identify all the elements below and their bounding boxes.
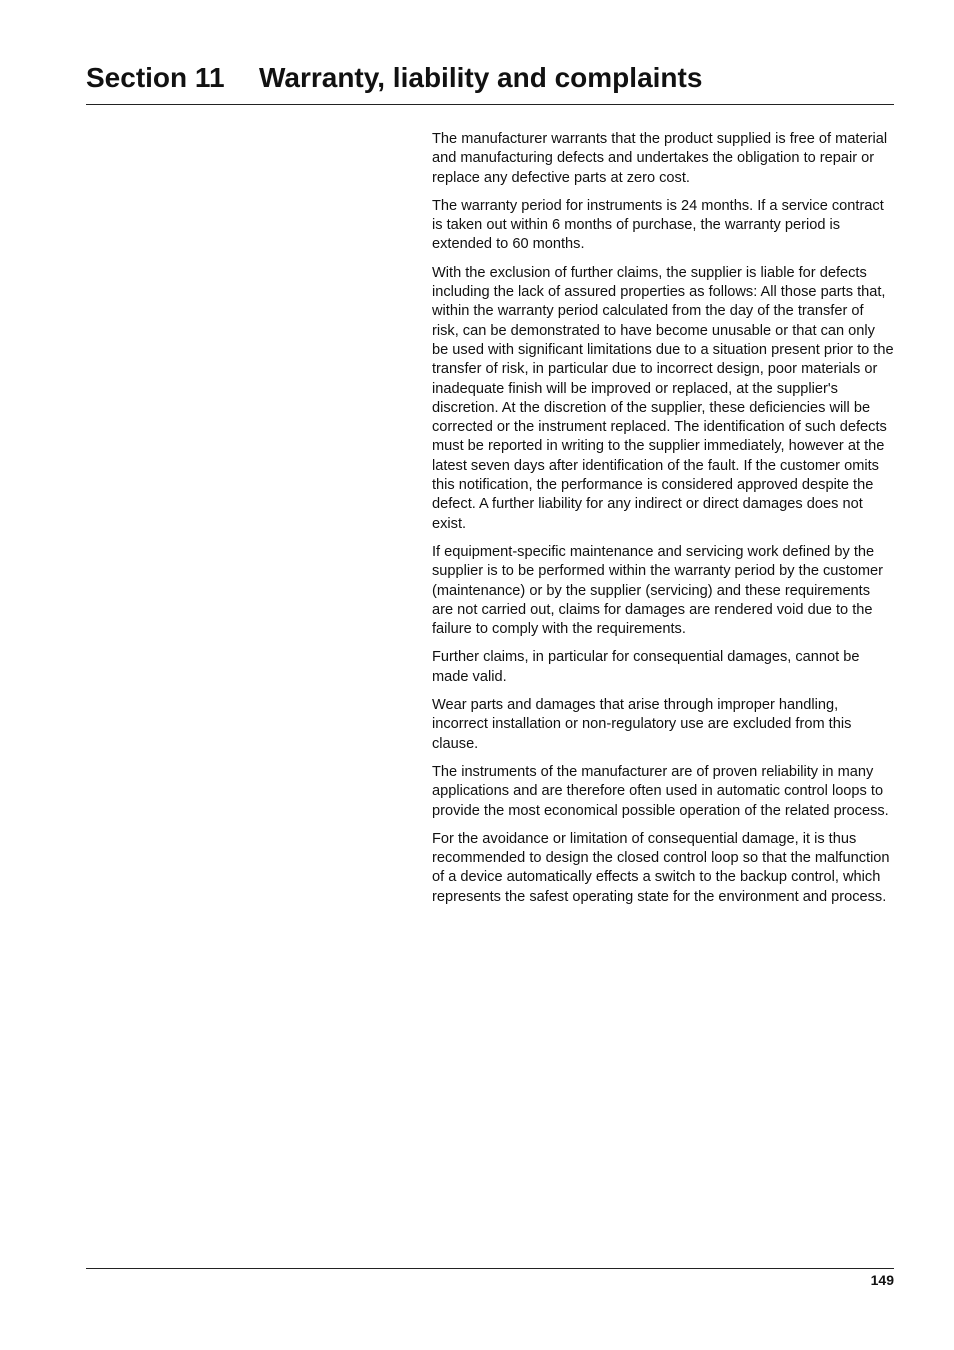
section-number: Section 11 [86,62,225,93]
paragraph-warranty-period: The warranty period for instruments is 24 months. If a service contract is taken out within 6 months of purchase, the warranty period is extended to 60 months. [432,197,884,253]
paragraph-further-claims: Further claims, in particular for consequential damages, cannot be made valid. [432,649,860,685]
paragraph-wear-parts: Wear parts and damages that arise through improper handling, incorrect installation or non-regulatory use are excluded from this clause. [432,697,852,752]
page-header [86,58,894,105]
page-footer [86,1268,894,1288]
section-title: Warranty, liability and complaints [259,62,703,93]
body-text-column [432,130,894,916]
paragraph-instrument-reliability: The instruments of the manufacturer are of proven reliability in many applications and are therefore often used in automatic control loops to provide the most economical possible operation of the related process. [432,763,889,819]
paragraph-supplier-liability: With the exclusion of further claims, the supplier is liable for defects including the lack of assured properties as follows: All those parts that, within the warranty period calculated from the day of the transfer of risk, can be demonstrated to have become unusable or that can only be used with significant limitations due to a situation present prior to the transfer of risk, in particular due to incorrect design, poor materials or inadequate finish will be improved or replaced, at the supplier's discretion. At the discretion of the supplier, these deficiencies will be corrected or the instrument replaced. The identification of such defects must be reported in writing to the supplier immediately, however at the latest seven days after identification of the fault. If the customer omits this notification, the performance is considered approved despite the defect. A further liability for any indirect or direct damages does not exist. [432,264,894,532]
paragraph-maintenance-requirements: If equipment-specific maintenance and servicing work defined by the supplier is to be performed within the warranty period by the customer (maintenance) or by the supplier (servicing) and these requirements are not carried out, claims for damages are rendered void due to the failure to comply with the requirements. [432,543,884,638]
paragraph-consequential-damage: For the avoidance or limitation of consequential damage, it is thus recommended to design the closed control loop so that the malfunction of a device automatically effects a switch to the backup control, which represents the safest operating state for the environment and process. [432,830,890,905]
page-number: 149 [870,1272,894,1288]
page-title [86,61,702,95]
paragraph-warranty-obligation: The manufacturer warrants that the product supplied is free of material and manufacturing defects and undertakes the obligation to repair or replace any defective parts at zero cost. [432,131,888,186]
